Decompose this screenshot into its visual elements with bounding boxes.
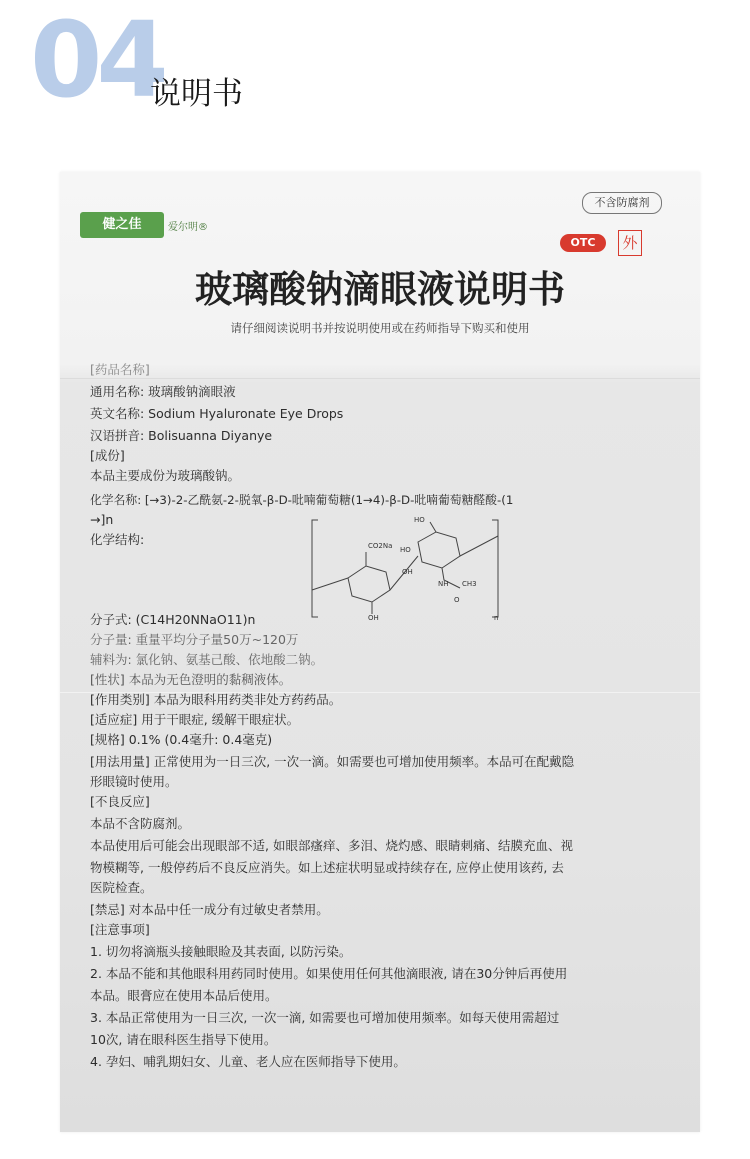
instruction-sheet — [60, 172, 700, 1132]
precaution-2: 2. 本品不能和其他眼科用药同时使用。如果使用任何其他滴眼液, 请在30分钟后再使用 — [90, 966, 568, 981]
precaution-2-cont: 本品。眼膏应在使用本品后使用。 — [90, 988, 278, 1003]
section-title: 说明书 — [150, 76, 243, 112]
structure-label: HO — [414, 516, 425, 524]
structure-label: HO — [400, 546, 411, 554]
paper-fold — [60, 378, 700, 379]
document-title: 玻璃酸钠滴眼液说明书 — [195, 268, 565, 311]
section-number: 04 — [30, 0, 163, 121]
structure-label: OH — [368, 614, 379, 621]
structure-label: n — [494, 614, 499, 621]
specification: [规格] 0.1% (0.4毫升: 0.4毫克) — [90, 732, 273, 747]
brand-logo: 健之佳 — [80, 212, 164, 238]
precaution-4: 4. 孕妇、哺乳期妇女、儿童、老人应在医师指导下使用。 — [90, 1054, 406, 1069]
section-heading-adverse: [不良反应] — [90, 794, 150, 809]
molecular-formula: 分子式: (C14H20NNaO11)n — [90, 612, 256, 627]
brand-name: 爱尔明® — [168, 222, 208, 233]
generic-name: 通用名称: 玻璃酸钠滴眼液 — [90, 384, 236, 399]
structure-bracket-left — [312, 520, 318, 617]
dosage-cont: 形眼镜时使用。 — [90, 774, 178, 789]
chemical-name: 化学名称: [→3)-2-乙酰氨-2-脱氧-β-D-吡喃葡萄糖(1→4)-β-D-吡喃葡萄糖醛酸-(1 — [90, 493, 514, 507]
no-preservative-badge: 不含防腐剂 — [582, 192, 662, 214]
page-header — [0, 0, 750, 150]
otc-badge: OTC — [560, 234, 606, 252]
precaution-3: 3. 本品正常使用为一日三次, 一次一滴, 如需要也可增加使用频率。如每天使用需超过 — [90, 1010, 560, 1025]
precaution-1: 1. 切勿将滴瓶头接触眼睑及其表面, 以防污染。 — [90, 944, 352, 959]
dosage: [用法用量] 正常使用为一日三次, 一次一滴。如需要也可增加使用频率。本品可在配戴隐 — [90, 754, 575, 769]
structure-label: CH3 — [462, 580, 477, 588]
drug-category: [作用类别] 本品为眼科用药类非处方药药品。 — [90, 692, 342, 707]
adverse-effects-end: 医院检查。 — [90, 880, 153, 895]
structure-bracket-right — [492, 520, 498, 617]
chemical-structure-diagram — [310, 516, 500, 621]
english-name: 英文名称: Sodium Hyaluronate Eye Drops — [90, 406, 344, 421]
excipients: 辅料为: 氯化钠、氨基己酸、依地酸二钠。 — [90, 652, 324, 667]
main-ingredient: 本品主要成份为玻璃酸钠。 — [90, 468, 241, 483]
contraindications: [禁忌] 对本品中任一成分有过敏史者禁用。 — [90, 902, 329, 917]
substituent-bonds — [366, 522, 460, 614]
section-heading-ingredients: [成份] — [90, 448, 125, 463]
precaution-3-cont: 10次, 请在眼科医生指导下使用。 — [90, 1032, 277, 1047]
molecular-weight: 分子量: 重量平均分子量50万~120万 — [90, 632, 299, 647]
structure-label: CO2Na — [368, 542, 393, 550]
structure-label: NH — [438, 580, 449, 588]
chemical-name-cont: →]n — [90, 512, 114, 527]
glucuronate-ring — [348, 566, 390, 602]
section-heading-name: [药品名称] — [90, 362, 150, 377]
chemical-structure-label: 化学结构: — [90, 532, 145, 547]
section-heading-precautions: [注意事项] — [90, 922, 150, 937]
adverse-note: 本品不含防腐剂。 — [90, 816, 191, 831]
external-use-mark: 外 — [618, 230, 642, 256]
glucosamine-ring — [418, 532, 460, 568]
adverse-effects: 本品使用后可能会出现眼部不适, 如眼部瘙痒、多泪、烧灼感、眼睛刺痛、结膜充血、视 — [90, 838, 573, 853]
description: [性状] 本品为无色澄明的黏稠液体。 — [90, 672, 292, 687]
pinyin-name: 汉语拼音: Bolisuanna Diyanye — [90, 428, 273, 443]
adverse-effects-cont: 物模糊等, 一般停药后不良反应消失。如上述症状明显或持续存在, 应停止使用该药, 去 — [90, 860, 564, 875]
structure-label: O — [454, 596, 460, 604]
indications: [适应症] 用于干眼症, 缓解干眼症状。 — [90, 712, 300, 727]
document-subtitle: 请仔细阅读说明书并按说明使用或在药师指导下购买和使用 — [230, 321, 530, 335]
structure-label: OH — [402, 568, 413, 576]
